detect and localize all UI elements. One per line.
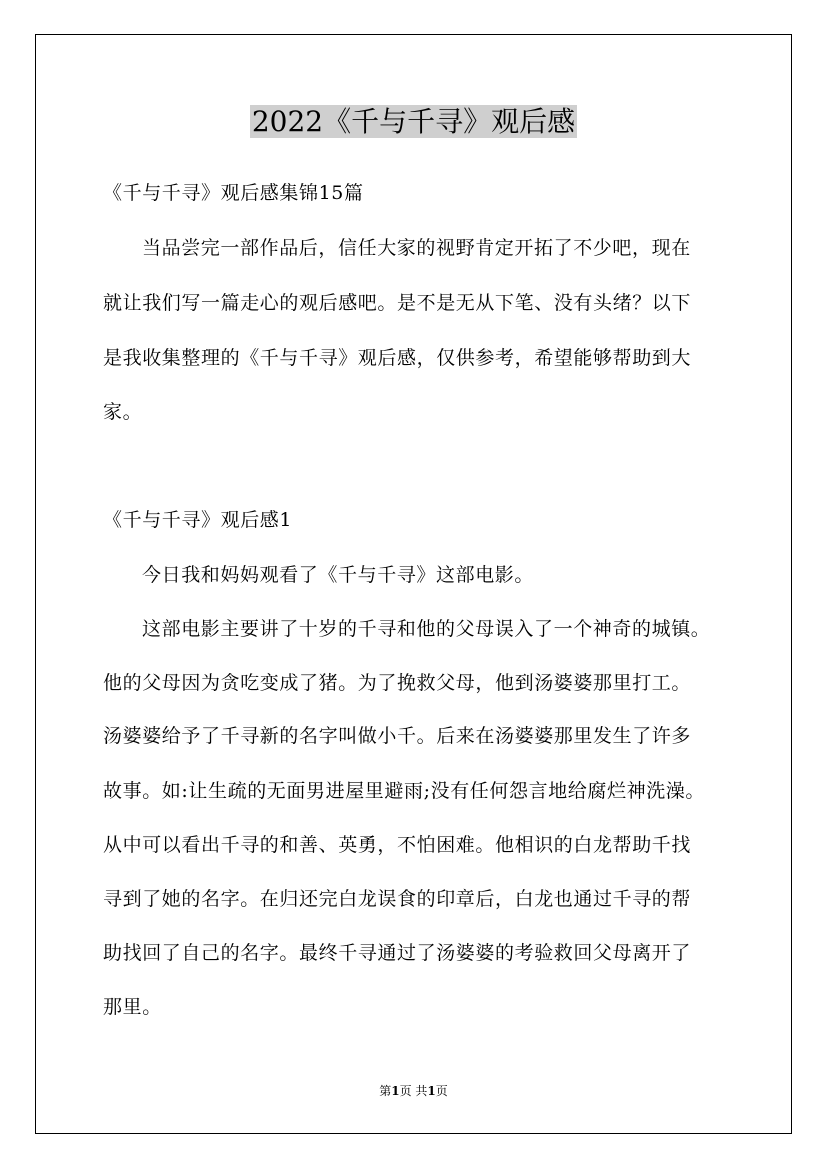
page-prefix: 第 — [379, 1084, 392, 1098]
body-line-7: 寻到了她的名字。在归还完白龙误食的印章后，白龙也通过千寻的帮 — [103, 888, 692, 910]
intro-line-1: 当品尝完一部作品后，信任大家的视野肯定开拓了不少吧，现在 — [142, 237, 691, 259]
document-title-text: 2022《千与千寻》观后感 — [251, 105, 576, 138]
section-heading: 《千与千寻》观后感1 — [103, 509, 293, 531]
body-line-6: 从中可以看出千寻的和善、英勇，不怕困难。他相识的白龙帮助千找 — [103, 834, 692, 856]
body-line-3: 他的父母因为贪吃变成了猪。为了挽救父母，他到汤婆婆那里打工。 — [103, 672, 692, 694]
body-line-2: 这部电影主要讲了十岁的千寻和他的父母误入了一个神奇的城镇。 — [142, 618, 711, 640]
body-line-8: 助找回了自己的名字。最终千寻通过了汤婆婆的考验救回父母离开了 — [103, 942, 692, 964]
page-total: 1 — [427, 1084, 436, 1098]
body-line-4: 汤婆婆给予了千寻新的名字叫做小千。后来在汤婆婆那里发生了许多 — [103, 725, 692, 747]
page-suffix: 页 — [435, 1084, 448, 1098]
intro-line-2: 就让我们写一篇走心的观后感吧。是不是无从下笔、没有头绪？以下 — [103, 292, 692, 314]
body-line-1: 今日我和妈妈观看了《千与千寻》这部电影。 — [142, 564, 535, 586]
document-title — [0, 100, 827, 144]
page-footer — [0, 1083, 827, 1099]
subtitle: 《千与千寻》观后感集锦15篇 — [103, 182, 364, 204]
page-number: 1 — [391, 1084, 400, 1098]
intro-line-4: 家。 — [103, 401, 143, 423]
intro-line-3: 是我收集整理的《千与千寻》观后感，仅供参考，希望能够帮助到大 — [103, 347, 692, 369]
body-line-9: 那里。 — [103, 996, 162, 1018]
page-mid: 页 共 — [399, 1084, 428, 1098]
body-line-5: 故事。如:让生疏的无面男进屋里避雨;没有任何怨言地给腐烂神洗澡。 — [103, 780, 706, 802]
